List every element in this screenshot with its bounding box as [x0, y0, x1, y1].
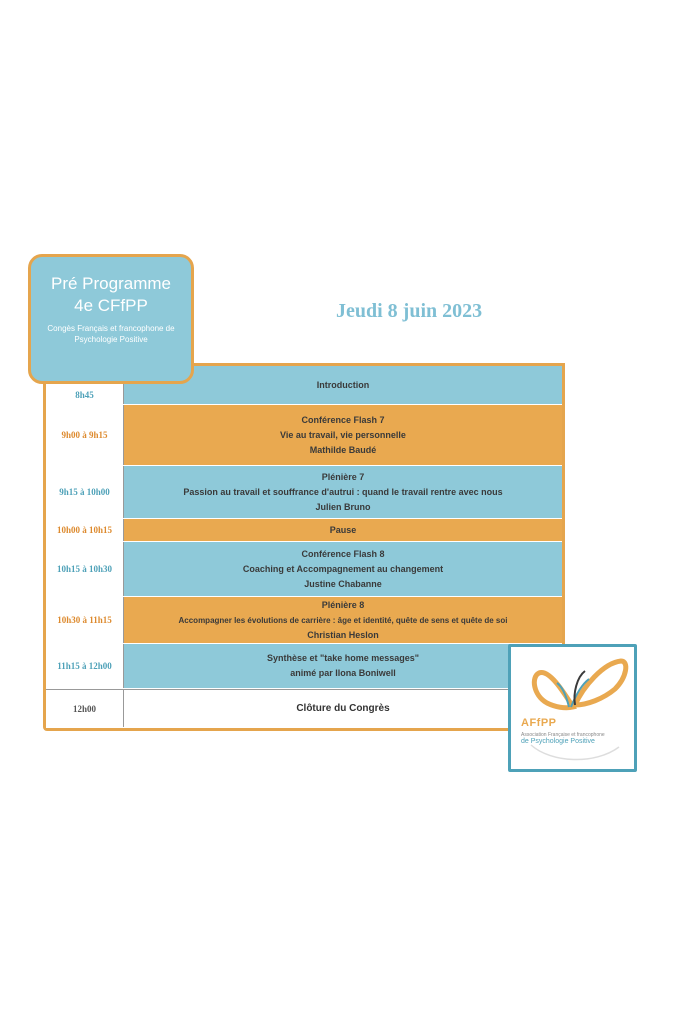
row-time: 9h00 à 9h15 — [46, 405, 124, 465]
row-time: 10h00 à 10h15 — [46, 519, 124, 541]
program-title: Pré Programme — [51, 274, 171, 293]
row-content — [124, 597, 562, 643]
schedule-row-flash-7 — [46, 405, 562, 466]
row-line: Mathilde Baudé — [309, 444, 377, 455]
row-content — [124, 405, 562, 465]
row-line: Christian Heslon — [307, 629, 379, 640]
schedule-row-synthese — [46, 644, 562, 689]
row-line: Conférence Flash 7 — [301, 414, 385, 425]
congress-code: 4e CFfPP — [74, 296, 148, 315]
row-time: 9h15 à 10h00 — [46, 466, 124, 518]
afpp-logo — [508, 644, 637, 772]
butterfly-icon — [511, 647, 634, 769]
row-line: Plénière 8 — [321, 599, 365, 610]
event-date: Jeudi 8 juin 2023 — [336, 300, 483, 322]
row-line: Pause — [329, 524, 357, 535]
schedule-row-pleniere-7 — [46, 466, 562, 519]
row-line: Synthèse et "take home messages" — [266, 653, 420, 663]
logo-subtitle-2: de Psychologie Positive — [521, 738, 595, 745]
row-time: 11h15 à 12h00 — [46, 644, 124, 688]
schedule-table — [43, 363, 565, 731]
row-line: Justine Chabanne — [304, 578, 382, 589]
schedule-row-pleniere-8 — [46, 597, 562, 644]
program-title-card — [28, 254, 194, 384]
row-line: Julien Bruno — [315, 501, 371, 512]
row-line: Passion au travail et souffrance d'autrui : quand le travail rentre avec nous — [183, 486, 503, 497]
schedule-row-cloture — [46, 690, 562, 728]
congress-subtitle: Congès Français et francophone de Psychologie Positive — [47, 324, 175, 344]
row-line: Plénière 7 — [321, 471, 365, 482]
row-line: Accompagner les évolutions de carrière : âge et identité, quête de sens et quête de soi — [178, 615, 508, 625]
row-line: animé par Ilona Boniwell — [290, 668, 396, 678]
row-time: 10h15 à 10h30 — [46, 542, 124, 596]
logo-name: AFfPP — [521, 717, 557, 729]
row-line: Clôture du Congrès — [296, 703, 390, 714]
row-line: Introduction — [316, 379, 370, 390]
row-time: 12h00 — [46, 690, 124, 727]
row-content — [124, 690, 562, 727]
row-time: 10h30 à 11h15 — [46, 597, 124, 643]
row-line: Vie au travail, vie personnelle — [280, 429, 406, 440]
row-content — [124, 644, 562, 688]
schedule-row-pause — [46, 519, 562, 542]
row-line: Conférence Flash 8 — [301, 548, 385, 559]
schedule-row-flash-8 — [46, 542, 562, 597]
row-content — [124, 519, 562, 541]
row-content — [124, 542, 562, 596]
row-content — [124, 466, 562, 518]
row-line: Coaching et Accompagnement au changement — [242, 563, 444, 574]
logo-subtitle-1: Association Française et francophone — [521, 732, 605, 738]
row-time: 8h45 — [46, 366, 124, 404]
